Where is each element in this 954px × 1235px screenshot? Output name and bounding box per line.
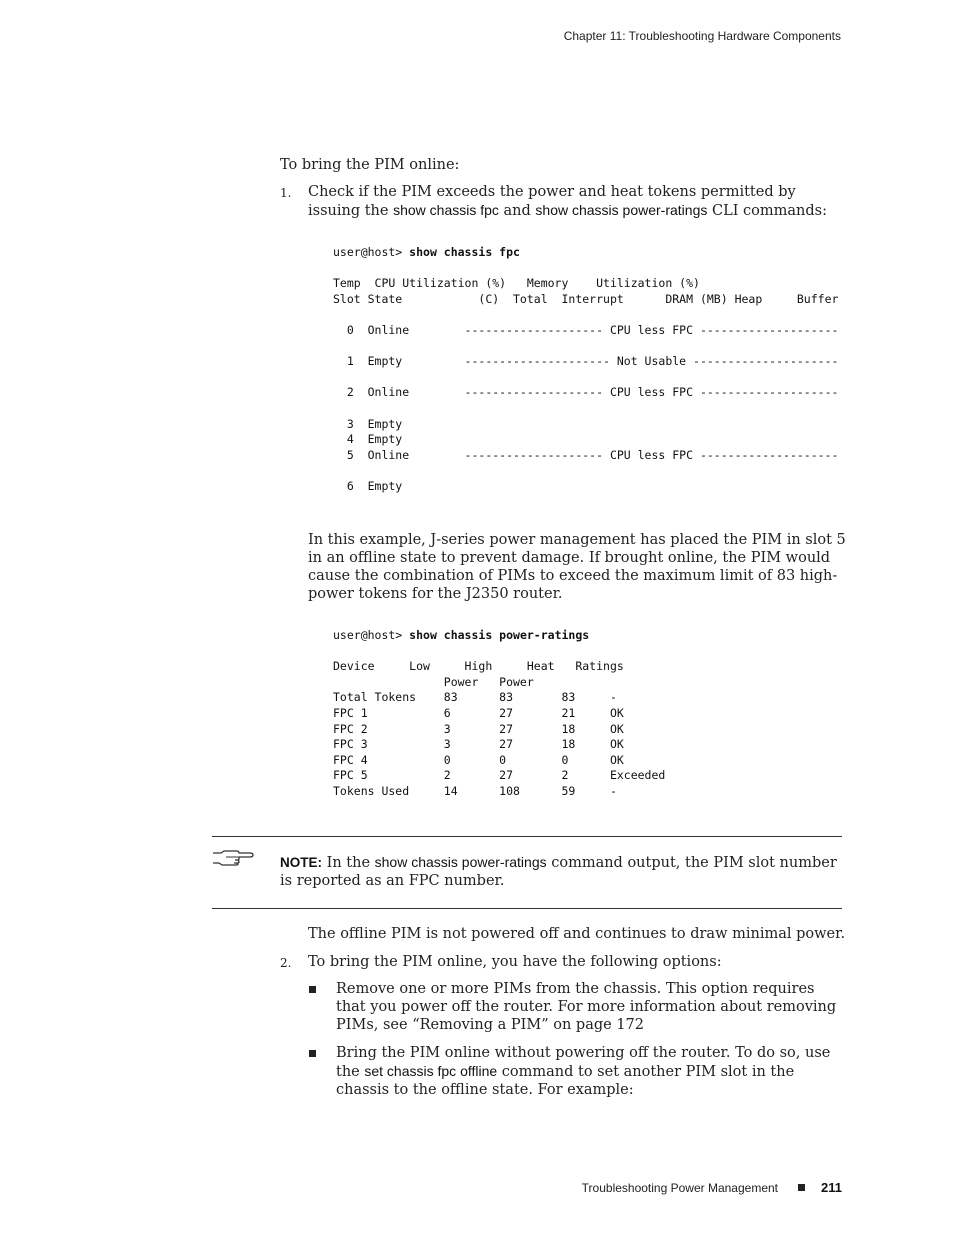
step-number: 1.	[280, 186, 292, 200]
code-line: Slot State (C) Total Interrupt DRAM (MB) Heap Buffer	[333, 291, 839, 306]
note-top-rule	[212, 836, 842, 837]
code-line: Power Power	[333, 674, 534, 689]
inline-command: show chassis power-ratings	[374, 854, 547, 870]
page-number: 211	[821, 1180, 842, 1195]
code-line: 4 Empty	[333, 432, 403, 447]
bullet-item	[308, 1044, 840, 1099]
cli-prompt: user@host>	[333, 245, 410, 259]
code-line: 6 Empty	[333, 478, 403, 493]
code-line: FPC 3 3 27 18 OK	[333, 737, 624, 752]
cli-command: show chassis fpc	[409, 245, 520, 259]
pointing-hand-icon	[212, 848, 254, 866]
inline-command: show chassis fpc	[393, 202, 499, 218]
bullet-square-icon	[309, 986, 316, 993]
cli-prompt: user@host>	[333, 628, 410, 642]
bullet-text: Bring the PIM online without powering off the router. To do so, use the set chassis fpc offline command to set another PIM slot in the chassis to the offline state. For example:	[336, 1045, 831, 1098]
step-1	[280, 183, 842, 220]
running-head: Chapter 11: Troubleshooting Hardware Components	[563, 29, 841, 43]
code-line: FPC 4 0 0 0 OK	[333, 752, 624, 767]
code-line: 3 Empty	[333, 416, 403, 431]
footer-title: Troubleshooting Power Management	[581, 1180, 779, 1195]
code-line: FPC 2 3 27 18 OK	[333, 721, 624, 736]
code-line: Device Low High Heat Ratings	[333, 659, 624, 674]
code-line: 1 Empty --------------------- Not Usable ---------------------	[333, 354, 839, 369]
intro-text: To bring the PIM online:	[280, 157, 460, 173]
footer-square-icon	[798, 1184, 805, 1191]
code-line: FPC 5 2 27 2 Exceeded	[333, 768, 666, 783]
bullet-item	[308, 980, 840, 1034]
code-block-show-chassis-fpc	[333, 245, 838, 495]
code-line: Tokens Used 14 108 59 -	[333, 783, 617, 798]
note-text: NOTE: In the show chassis power-ratings command output, the PIM slot number is reported as an FPC number.	[280, 854, 837, 889]
note-bottom-rule	[212, 908, 842, 909]
inline-command: set chassis fpc offline	[364, 1063, 498, 1079]
step-2	[280, 953, 842, 971]
note-label: NOTE:	[280, 855, 322, 870]
bullet-text: Remove one or more PIMs from the chassis. This option requires that you power off the router. For more information about removing PIMs, see “Removing a PIM” on page 172	[336, 981, 837, 1033]
code-line: 0 Online -------------------- CPU less FPC --------------------	[333, 322, 839, 337]
step-text: Check if the PIM exceeds the power and heat tokens permitted by issuing the show chassis fpc and show chassis power-ratings CLI commands:	[308, 184, 827, 219]
step-text: To bring the PIM online, you have the following options:	[308, 954, 722, 970]
bullet-square-icon	[309, 1050, 316, 1057]
code-line: Total Tokens 83 83 83 -	[333, 690, 617, 705]
page-footer	[582, 1180, 842, 1195]
inline-command: show chassis power-ratings	[535, 202, 708, 218]
code-line: 5 Online -------------------- CPU less FPC --------------------	[333, 447, 839, 462]
offline-paragraph: The offline PIM is not powered off and continues to draw minimal power.	[308, 926, 846, 942]
cli-command: show chassis power-ratings	[409, 628, 590, 642]
step-number: 2.	[280, 956, 292, 970]
code-line: 2 Online -------------------- CPU less FPC --------------------	[333, 385, 839, 400]
code-line: FPC 1 6 27 21 OK	[333, 705, 624, 720]
code-line: Temp CPU Utilization (%) Memory Utilization (%)	[333, 276, 700, 291]
explanation-paragraph: In this example, J-series power management has placed the PIM in slot 5 in an offline state to prevent damage. If brought online, the PIM would cause the combination of PIMs to exceed the maximum limit of 83 high-power tokens for the J2350 router.	[308, 532, 846, 602]
code-block-show-chassis-power-ratings	[333, 628, 665, 800]
